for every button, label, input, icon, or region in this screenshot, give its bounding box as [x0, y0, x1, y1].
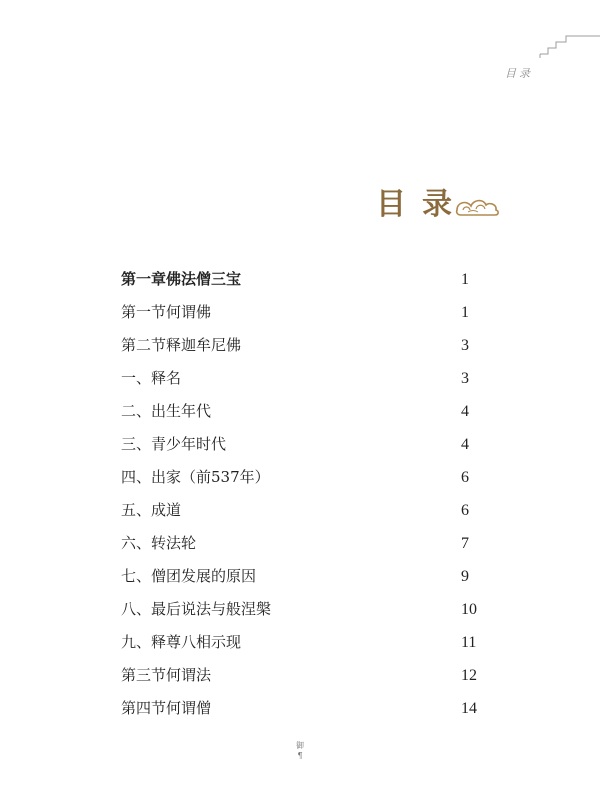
toc-entry-label: 九、释尊八相示现: [121, 633, 242, 651]
toc-entry-page: 6: [461, 502, 469, 519]
running-header: [0, 28, 600, 80]
toc-entry-page: 4: [461, 403, 469, 420]
toc-entry[interactable]: [121, 362, 501, 395]
folio-mark-bottom: ¶: [297, 751, 303, 760]
cloud-ornament-icon: [455, 194, 501, 218]
toc-entry-label: 四、出家（前537年）: [121, 468, 270, 486]
toc-entry-label: 六、转法轮: [121, 534, 197, 552]
toc-entry-page: 1: [461, 304, 469, 321]
toc-entry[interactable]: [121, 593, 501, 626]
toc-entry-label: 二、出生年代: [121, 402, 212, 420]
toc-entry-label: 第四节何谓僧: [121, 699, 212, 717]
toc-entry[interactable]: [121, 560, 501, 593]
toc-entry-page: 3: [461, 370, 469, 387]
toc-entry-label: 第一章佛法僧三宝: [121, 270, 242, 288]
toc-entry[interactable]: [121, 296, 501, 329]
toc-entry[interactable]: [121, 659, 501, 692]
toc-entry[interactable]: [121, 527, 501, 560]
toc-entry-label: 一、释名: [121, 369, 182, 387]
toc-entry-page: 6: [461, 469, 469, 486]
page-folio: [280, 741, 320, 761]
toc-entry-label: 第一节何谓佛: [121, 303, 212, 321]
toc-entry[interactable]: [121, 263, 501, 296]
toc-entry-label: 第三节何谓法: [121, 666, 212, 684]
toc-entry-page: 9: [461, 568, 469, 585]
toc-entry-page: 11: [461, 634, 477, 651]
toc-entry-label: 五、成道: [121, 501, 182, 519]
toc-entry-label: 七、僧团发展的原因: [121, 567, 257, 585]
toc-entry[interactable]: [121, 428, 501, 461]
table-of-contents: [121, 263, 501, 725]
toc-entry-page: 3: [461, 337, 469, 354]
toc-entry[interactable]: [121, 395, 501, 428]
toc-entry[interactable]: [121, 329, 501, 362]
toc-entry-page: 10: [461, 601, 477, 618]
toc-entry-page: 12: [461, 667, 477, 684]
running-header-text: 目录: [505, 67, 533, 80]
folio-mark-top: 御: [296, 741, 304, 750]
toc-entry[interactable]: [121, 626, 501, 659]
toc-entry-page: 1: [461, 271, 469, 288]
toc-entry[interactable]: [121, 494, 501, 527]
toc-entry-page: 4: [461, 436, 469, 453]
toc-entry-label: 三、青少年时代: [121, 435, 227, 453]
toc-entry-page: 14: [461, 700, 477, 717]
page-title: 目录: [376, 187, 468, 222]
toc-entry-label: 第二节释迦牟尼佛: [121, 336, 242, 354]
toc-entry[interactable]: [121, 461, 501, 494]
toc-entry-label: 八、最后说法与般涅槃: [121, 600, 272, 618]
toc-entry[interactable]: [121, 692, 501, 725]
header-stair-ornament: [0, 28, 600, 68]
toc-entry-page: 7: [461, 535, 469, 552]
